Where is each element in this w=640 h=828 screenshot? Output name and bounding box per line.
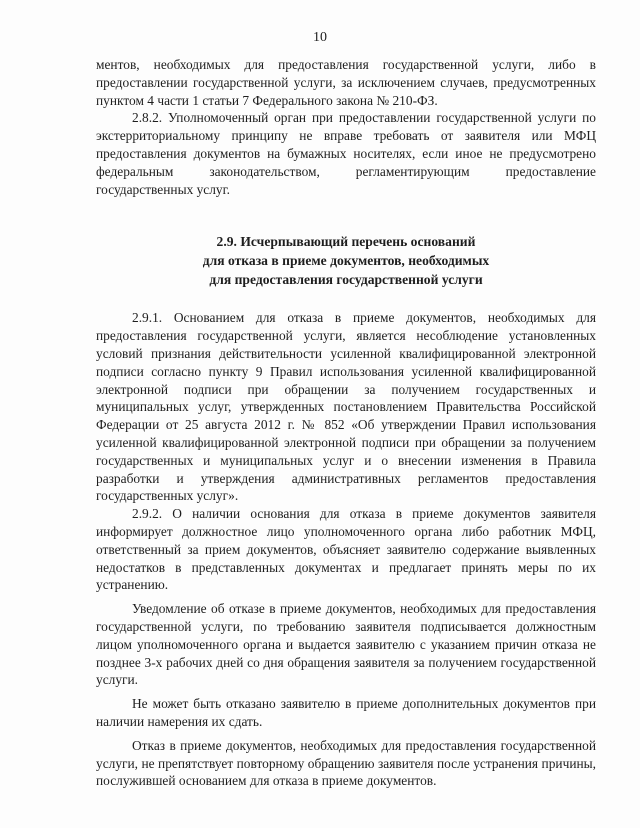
paragraph-2-9-1: 2.9.1. Основанием для отказа в приеме документов, необходимых для предоставления государственной услуги, является несоблюдение установленных условий признания действительности усиленной квалифицированной электронной подписи согласно пункту 9 Правил использования усиленной квалифицированной электронной подписи при обращении за получением государственных и муниципальных услуг, утвержденных постановлением Правительства Российской Федерации от 25 августа 2012 г. № 852 «Об утверждении Правил использования усиленной квалифицированной электронной подписи при обращении за получением государственных и муниципальных услуг и о внесении изменения в Правила разработки и утверждения административных регламентов предоставления государственных услуг».: [96, 310, 596, 504]
paragraph-repeat-request: Отказ в приеме документов, необходимых для предоставления государственной услуги, не препятствует повторному обращению заявителя после устранения причины, послужившей основанием для отказа в приеме документов.: [96, 737, 596, 789]
paragraph-continuation: ментов, необходимых для предоставления государственной услуги, либо в предоставлении государственной услуги, за исключением случаев, предусмотренных пунктом 4 части 1 статьи 7 Федерального закона № 210-ФЗ.: [96, 57, 596, 108]
document-body: [96, 56, 596, 790]
section-heading-2-9: [96, 232, 596, 289]
paragraph-additional-documents: Не может быть отказано заявителю в приеме дополнительных документов при наличии намерения их сдать.: [96, 696, 596, 729]
paragraph-refusal-notice: Уведомление об отказе в приеме документов, необходимых для предоставления государственной услуги, по требованию заявителя подписывается должностным лицом уполномоченного органа и выдается заявителю с указанием причин отказа не позднее 3-х рабочих дней со дня обращения заявителя за получением государственной услуги.: [96, 601, 596, 688]
section-heading-line: 2.9. Исчерпывающий перечень оснований: [216, 234, 476, 250]
section-heading-line: для отказа в приеме документов, необходимых: [202, 253, 490, 269]
paragraph-2-9-2: 2.9.2. О наличии основания для отказа в приеме документов заявителя информирует должностное лицо уполномоченного органа либо работник МФЦ, ответственный за прием документов, объясняет заявителю содержание выявленных недостатков в представленных документах и предлагает принять меры по их устранению.: [96, 506, 596, 593]
section-heading-line: для предоставления государственной услуги: [209, 272, 483, 288]
page-number: 10: [313, 30, 327, 45]
paragraph-2-8-2: 2.8.2. Уполномоченный орган при предоставлении государственной услуги по экстерриториальному принципу не вправе требовать от заявителя или МФЦ предоставления документов на бумажных носителях, если иное не предусмотрено федеральным законодательством, регламентирующим предоставление государственных услуг.: [96, 110, 596, 197]
